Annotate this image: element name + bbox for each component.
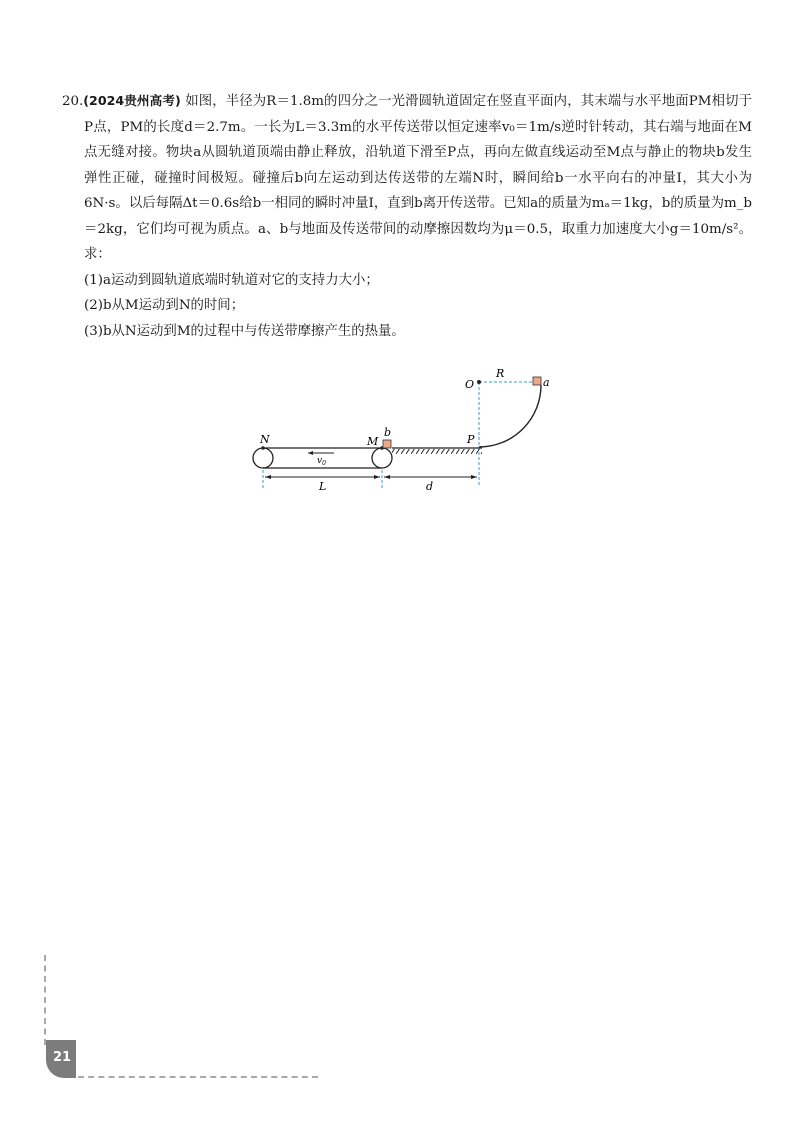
block-b [383, 440, 391, 448]
block-a [533, 377, 541, 385]
label-N: N [260, 433, 270, 446]
label-b: b [384, 426, 392, 439]
problem-stem [62, 88, 752, 268]
left-roller [253, 448, 273, 468]
ground-hatch [392, 449, 482, 454]
question-2: (2)b从M运动到N的时间； [84, 298, 245, 313]
velocity-arrowhead [308, 451, 313, 455]
problem-number: 20. [62, 94, 84, 109]
center-point-O [477, 380, 481, 384]
label-d: d [426, 480, 434, 493]
label-L: L [319, 480, 327, 493]
problem-text: 如图，半径为R＝1.8m的四分之一光滑圆轨道固定在竖直平面内，其末端与水平地面PM相切于P点，PM的长度d＝2.7m。一长为L＝3.3m的水平传送带以恒定速率v₀＝1m/s逆时针转动，其右端与地面在M点无缝对接。物块a从圆轨道顶端由静止释放，沿轨道下滑至P点，再向左做直线运动至M点与静止的物块b发生弹性正碰，碰撞时间极短。碰撞后b向左运动到达传送带的左端N时，瞬间给b一水平向右的冲量I，其大小为6N·s。以后每隔Δt＝0.6s给b一相同的瞬时冲量I，直到b离开传送带。已知a的质量为mₐ＝1kg，b的质量为m_b＝2kg，它们均可视为质点。a、b与地面及传送带间的动摩擦因数均为μ＝0.5，取重力加速度大小g＝10m/s²。求： [84, 94, 752, 262]
question-3: (3)b从N运动到M的过程中与传送带摩擦产生的热量。 [84, 323, 405, 339]
label-M: M [367, 435, 379, 448]
problem-block [62, 88, 752, 344]
label-v0: $v_0$ [317, 456, 326, 467]
right-roller [372, 448, 392, 468]
point-N [261, 446, 265, 450]
bottom-dashed-line [78, 1076, 318, 1078]
label-O: O [465, 378, 475, 391]
label-a: a [543, 376, 550, 389]
page-number: 21 [53, 1050, 72, 1065]
label-P: P [467, 433, 475, 446]
label-R: R [496, 367, 505, 380]
question-1: (1)a运动到圆轨道底端时轨道对它的支持力大小； [84, 272, 379, 288]
margin-dashed-line [44, 955, 46, 1045]
problem-source: (2024贵州高考) [83, 93, 181, 108]
circular-track [479, 385, 541, 447]
physics-diagram [246, 364, 556, 494]
